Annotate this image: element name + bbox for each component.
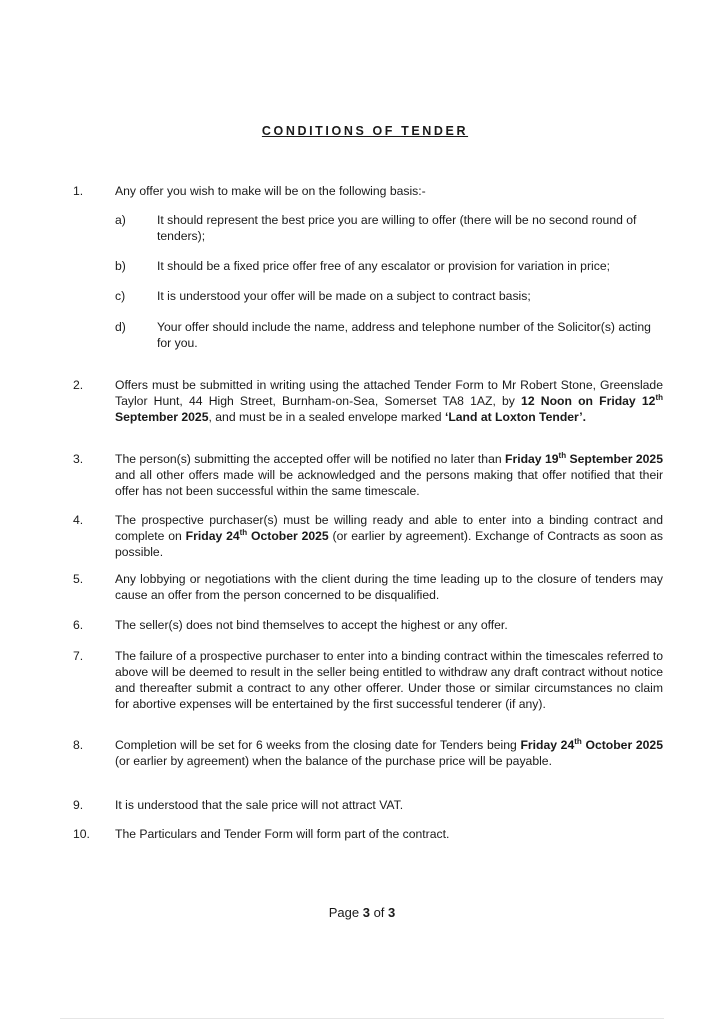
clause-7 [73,648,663,712]
clause-text: Any offer you wish to make will be on the following basis:- [115,184,426,198]
clause-10 [73,826,663,842]
clause-text: Any lobbying or negotiations with the client during the time leading up to the closure of tenders may cause an offer from the person concerned to be disqualified. [115,572,663,602]
clause-text: Offers must be submitted in writing using the attached Tender Form to Mr Robert Stone, Greenslade Taylor Hunt, 44 High Street, Burnham-on-Sea, Somerset TA8 1AZ, by 12 Noon on Friday 12th September 2025, and must be in a sealed envelope marked ‘Land at Loxton Tender’. [115,378,663,424]
scan-edge-divider [60,1018,664,1019]
clause-number: 6. [73,618,84,632]
clause-2 [73,377,663,425]
clause-number: 5. [73,572,84,586]
clause-number: 3. [73,452,84,466]
clause-number: 4. [73,513,84,527]
clause-3 [73,451,663,499]
item-letter: c) [115,289,126,303]
clause-text: The Particulars and Tender Form will form part of the contract. [115,827,450,841]
page-number-footer: Page 3 of 3 [328,905,396,920]
clause-1-item-a [115,212,663,244]
clause-text: The failure of a prospective purchaser to enter into a binding contract within the timescales referred to above will be deemed to result in the seller being entitled to withdraw any draft contract without notice and thereafter submit a contract to any other offerer. Under those or similar circumstances no claim for abortive expenses will be entertained by the first successful tenderer (if any). [115,649,663,711]
clause-6 [73,617,663,633]
clause-9 [73,797,663,813]
clause-text: The person(s) submitting the accepted offer will be notified no later than Friday 19th September 2025 and all other offers made will be acknowledged and the persons making that offer notified that their offer has not been successful within the same timescale. [115,451,663,498]
clause-number: 1. [73,184,84,198]
clause-number: 8. [73,738,84,752]
item-text: Your offer should include the name, address and telephone number of the Solicitor(s) acting for you. [157,320,651,350]
item-letter: a) [115,213,126,227]
clause-text: Completion will be set for 6 weeks from the closing date for Tenders being Friday 24th October 2025 (or earlier by agreement) when the balance of the purchase price will be payable. [115,737,663,768]
clause-number: 9. [73,798,84,812]
item-letter: b) [115,259,126,273]
clause-text: The seller(s) does not bind themselves to accept the highest or any offer. [115,618,508,632]
item-letter: d) [115,320,126,334]
item-text: It is understood your offer will be made on a subject to contract basis; [157,289,531,303]
clause-1-item-b [115,258,663,274]
item-text: It should represent the best price you are willing to offer (there will be no second round of tenders); [157,213,637,243]
clause-number: 10. [73,827,90,841]
clause-text: The prospective purchaser(s) must be willing ready and able to enter into a binding contract and complete on Friday 24th October 2025 (or earlier by agreement). Exchange of Contracts as soon as possible. [115,513,664,559]
clause-5 [73,571,663,603]
clause-8 [73,737,663,769]
clause-1-item-c [115,288,663,304]
clause-4 [73,512,663,560]
clause-1 [73,183,663,199]
clause-number: 7. [73,649,84,663]
item-text: It should be a fixed price offer free of any escalator or provision for variation in price; [157,259,610,273]
clause-1-item-d [115,319,663,351]
clause-number: 2. [73,378,84,392]
page-title: CONDITIONS OF TENDER [261,124,469,138]
clause-text: It is understood that the sale price will not attract VAT. [115,798,404,812]
